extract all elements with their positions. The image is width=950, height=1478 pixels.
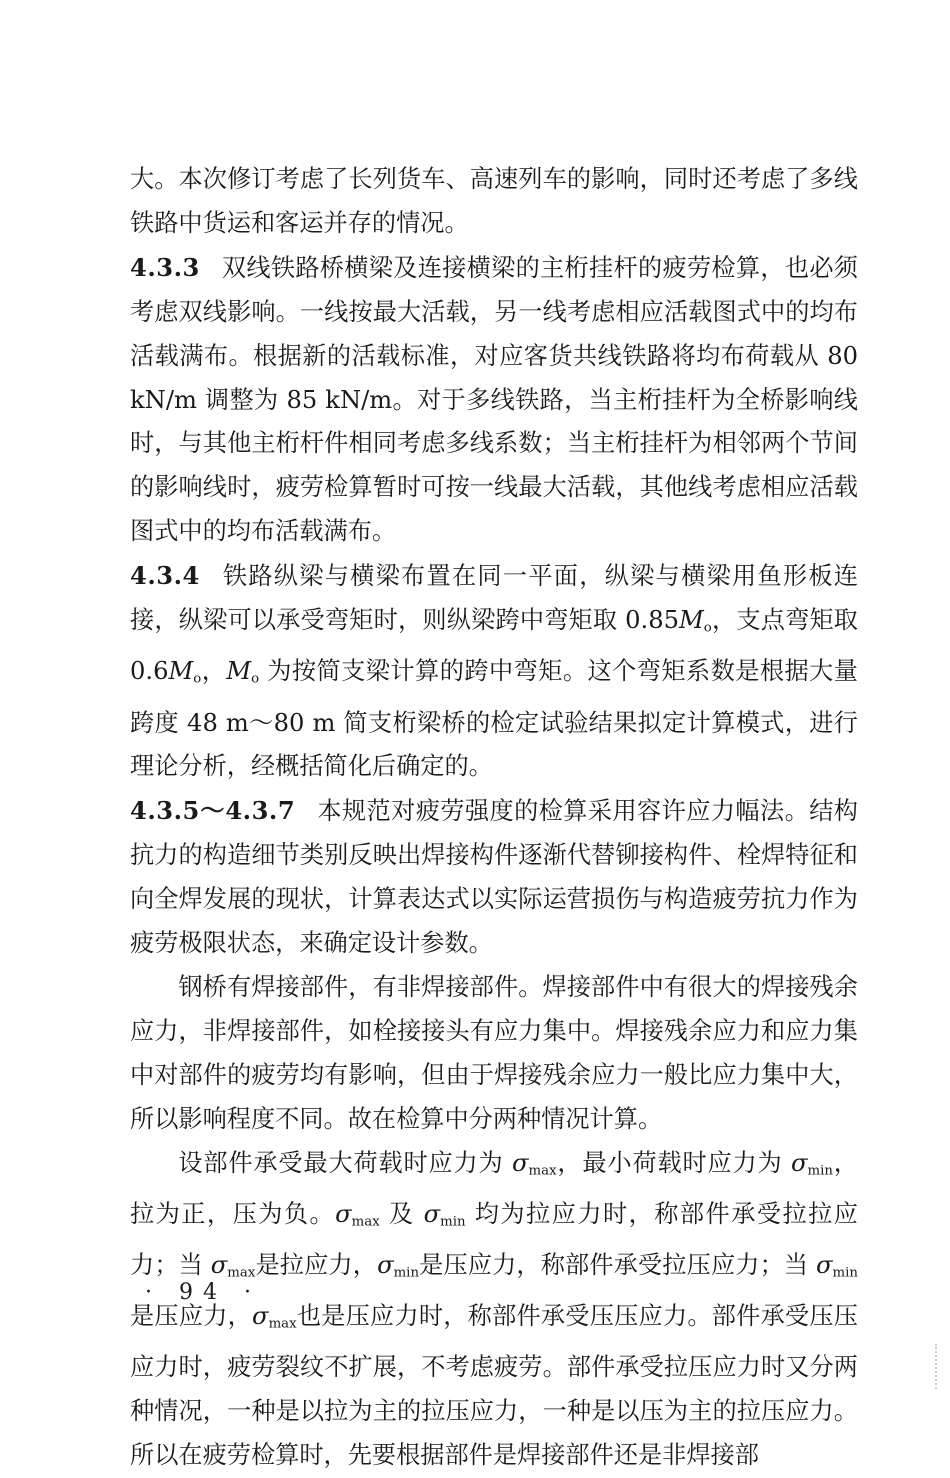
sigma-max-symbol: $\sigma_{max}$ bbox=[252, 1302, 297, 1332]
sigma-min-symbol: $\sigma_{min}$ bbox=[377, 1251, 420, 1281]
clause-number: 4.3.4 bbox=[130, 561, 200, 591]
clause-4-3-4: 4.3.4 铁路纵梁与横梁布置在同一平面，纵梁与横梁用鱼形板连接，纵梁可以承受弯矩时，则纵梁跨中弯矩取 $0.85M_o$，支点弯矩取 $0.6M_o$，$M_o$ 为按简支梁计算的跨中弯矩。这个弯矩系数是根据大量跨度 48 m～80 m 简支桁梁桥的检定试验结果拟定计算模式，进行理论分析，经概括简化后确定的。 bbox=[130, 561, 858, 781]
paragraph-welded-parts: 钢桥有焊接部件，有非焊接部件。焊接部件中有很大的焊接残余应力，非焊接部件，如栓接接头有应力集中。焊接残余应力和应力集中对部件的疲劳均有影响，但由于焊接残余应力一般比应力集中大，所以影响程度不同。故在检算中分两种情况计算。 bbox=[130, 972, 858, 1133]
paragraph-stress-definitions: 设部件承受最大荷载时应力为 $\sigma_{max}$，最小荷载时应力为 $\sigma_{min}$，拉为正，压为负。$\sigma_{max}$ 及 $\sigma_{min}$ 均为拉应力时，称部件承受拉拉应力；当 $\sigma_{max}$是拉应力，$\sigma_{min}$是压应力，称部件承受拉压应力；当 $\sigma_{min}$是压应力，$\sigma_{max}$也是压应力时，称部件承受压压应力。部件承受压压应力时，疲劳裂纹不扩展，不考虑疲劳。部件承受拉压应力时又分两种情况，一种是以拉为主的拉压应力，一种是以压为主的拉压应力。所以在疲劳检算时，先要根据部件是焊接部件还是非焊接部 bbox=[130, 1148, 858, 1470]
sigma-max-symbol: $\sigma_{max}$ bbox=[335, 1199, 380, 1230]
clause-number: 4.3.3 bbox=[130, 252, 200, 282]
moment-symbol: $M_o$ bbox=[226, 657, 260, 687]
clause-text: 本规范对疲劳强度的检算采用容许应力幅法。结构抗力的构造细节类别反映出焊接构件逐渐代替铆接构件、栓焊特征和向全焊发展的现状，计算表达式以实际运营损伤与构造疲劳抗力作为疲劳极限状态，来确定设计参数。 bbox=[130, 797, 858, 958]
sigma-min-symbol: $\sigma_{min}$ bbox=[816, 1251, 858, 1281]
clause-text: 铁路纵梁与横梁布置在同一平面，纵梁与横梁用鱼形板连接，纵梁可以承受弯矩时，则纵梁跨中弯矩取 0.85 bbox=[130, 562, 858, 635]
clause-text: 双线铁路桥横梁及连接横梁的主桁挂杆的疲劳检算，也必须考虑双线影响。一线按最大活载，另一线考虑相应活载图式中的均布活载满布。根据新的活载标准，对应客货共线铁路将均布荷载从 80 kN/m 调整为 85 kN/m。对于多线铁路，当主桁挂杆为全桥影响线时，与其他主桁杆件相同考虑多线系数；当主桁挂杆为相邻两个节间的影响线时，疲劳检算暂时可按一线最大活载，其他线考虑相应活载图式中的均布活载满布。 bbox=[130, 253, 858, 546]
paragraph-continuation: 大。本次修订考虑了长列货车、高速列车的影响，同时还考虑了多线铁路中货运和客运并存的情况。 bbox=[130, 165, 858, 237]
clause-number: 4.3.5～4.3.7 bbox=[130, 796, 296, 826]
moment-symbol: $M_o$ bbox=[679, 606, 712, 636]
sigma-min-symbol: $\sigma_{min}$ bbox=[423, 1199, 466, 1230]
page-number: · 94 · bbox=[145, 1280, 261, 1305]
clause-4-3-3 bbox=[130, 246, 858, 554]
moment-symbol: $M_o$ bbox=[168, 657, 202, 687]
sigma-max-symbol: $\sigma_{max}$ bbox=[512, 1148, 557, 1178]
sigma-min-symbol: $\sigma_{min}$ bbox=[791, 1148, 833, 1178]
scan-edge-mark bbox=[935, 1344, 939, 1389]
clause-4-3-5-to-4-3-7 bbox=[130, 789, 858, 966]
sigma-max-symbol: $\sigma_{max}$ bbox=[210, 1251, 256, 1281]
